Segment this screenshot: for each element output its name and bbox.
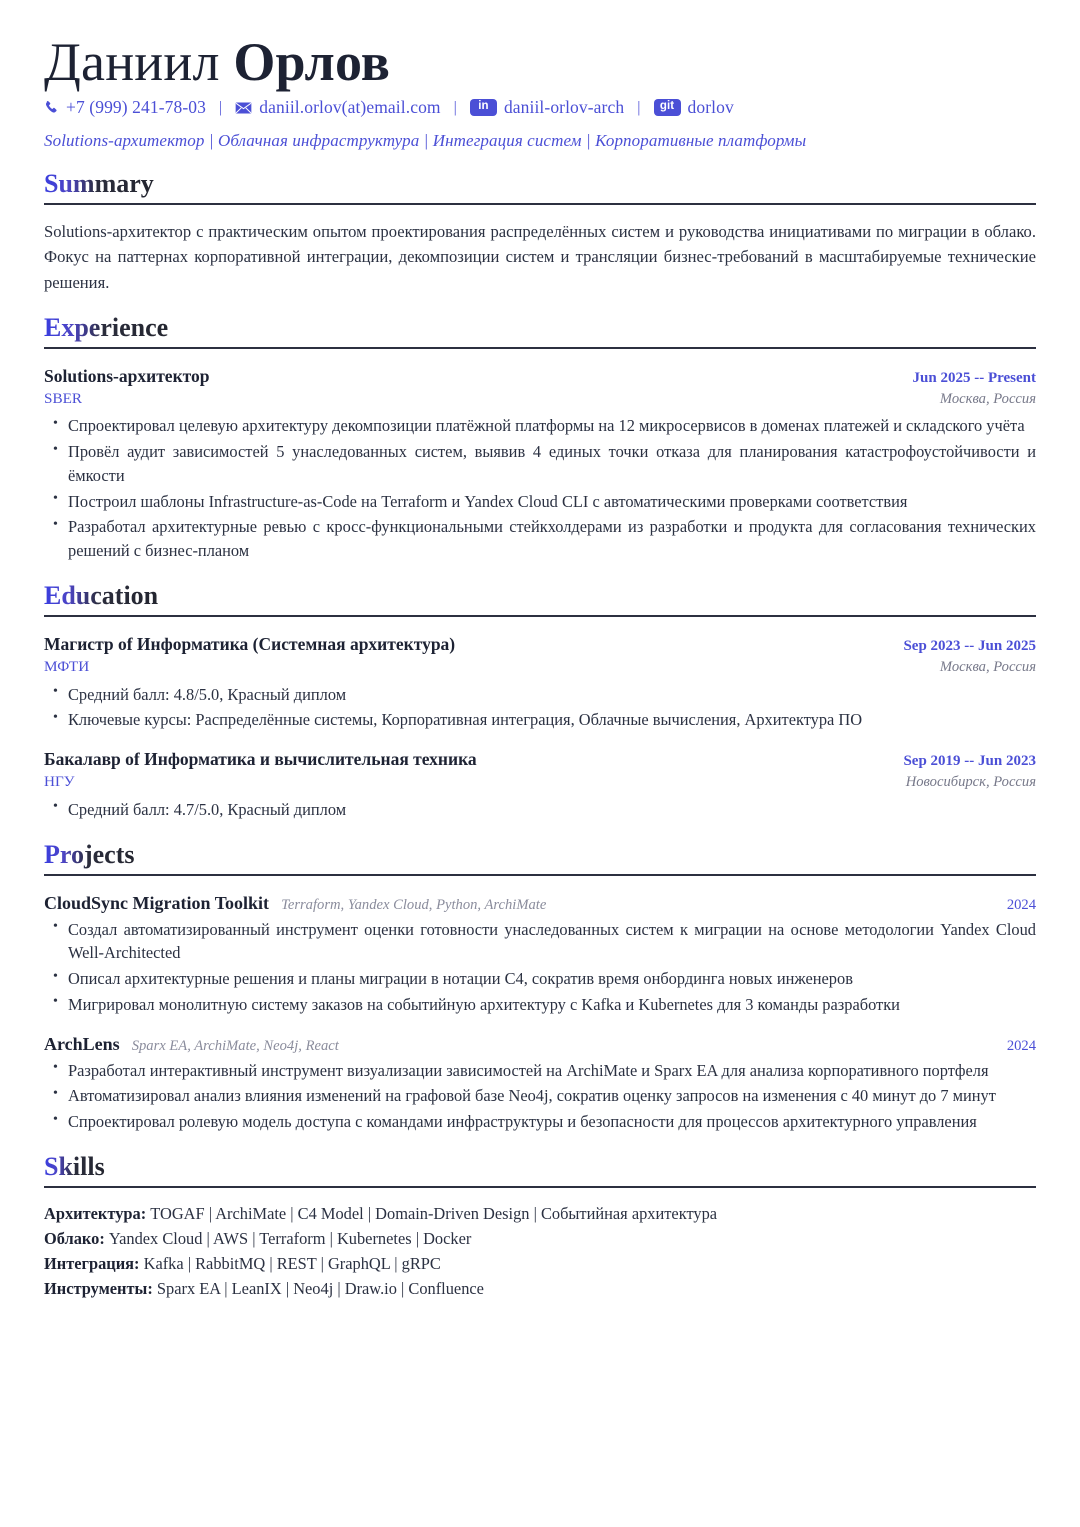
section-title-education: Education: [44, 581, 159, 611]
skill-items: Sparx EA | LeanIX | Neo4j | Draw.io | Confluence: [156, 1278, 484, 1298]
section-divider: [44, 1186, 1036, 1188]
list-item: • Разработал интерактивный инструмент визуализации зависимостей на ArchiMate и Sparx EA для анализа корпоративного портфеля: [44, 1059, 1036, 1083]
education-entry-header: [44, 749, 1036, 771]
experience-entry: [44, 366, 1036, 563]
project-bullets: [44, 1059, 1036, 1134]
first-name: Даниил: [44, 32, 220, 92]
school-name: МФТИ: [44, 657, 90, 675]
school-name: НГУ: [44, 773, 75, 791]
page-title: [44, 34, 1036, 91]
section-divider: [44, 203, 1036, 205]
job-location: Москва, Россия: [939, 390, 1036, 407]
linkedin-handle: daniil-orlov-arch: [503, 97, 625, 118]
contact-email[interactable]: [235, 97, 440, 118]
list-item: • Мигрировал монолитную систему заказов на событийную архитектуру с Kafka и Kubernetes для 3 команды разработки: [44, 993, 1036, 1017]
project-name: CloudSync Migration Toolkit: [44, 892, 270, 913]
job-bullets: [44, 414, 1036, 563]
education-entry-header: [44, 634, 1036, 656]
experience-entry-header: [44, 366, 1036, 388]
github-handle: dorlov: [687, 97, 734, 118]
education-entry: [44, 749, 1036, 821]
phone-icon: [44, 100, 59, 115]
project-stack: Terraform, Yandex Cloud, Python, ArchiMate: [281, 896, 547, 913]
project-entry-header: [44, 1034, 1036, 1055]
skill-row: [44, 1227, 1036, 1252]
email-address: daniil.orlov(at)email.com: [259, 97, 441, 118]
list-item: • Средний балл: 4.8/5.0, Красный диплом: [44, 683, 1036, 707]
school-location: Москва, Россия: [939, 658, 1036, 675]
degree-title: Магистр of Информатика (Системная архитектура): [44, 633, 456, 654]
skill-items: Kafka | RabbitMQ | REST | GraphQL | gRPC: [143, 1253, 441, 1273]
education-bullets: [44, 798, 1036, 822]
contact-separator: |: [218, 98, 223, 116]
last-name: Орлов: [233, 32, 391, 92]
contact-separator: |: [637, 98, 641, 116]
project-stack: Sparx EA, ArchiMate, Neo4j, React: [131, 1037, 339, 1054]
skill-category: Интеграция:: [44, 1253, 140, 1273]
section-summary: [44, 169, 1036, 295]
project-year: 2024: [1006, 896, 1036, 913]
resume-header: [44, 34, 1036, 151]
section-experience: [44, 313, 1036, 563]
section-title-skills: Skills: [44, 1151, 105, 1181]
skill-row: [44, 1202, 1036, 1227]
list-item: • Провёл аудит зависимостей 5 унаследованных систем, выявив 4 единых точки отказа для планирования катастрофоустойчивости и ёмкости: [44, 440, 1036, 488]
section-education: [44, 581, 1036, 822]
education-entry: [44, 634, 1036, 732]
list-item: • Описал архитектурные решения и планы миграции в нотации C4, сократив время онбординга новых инженеров: [44, 967, 1036, 991]
summary-text: Solutions-архитектор с практическим опытом проектирования распределённых систем и руководства инициативами по миграции в облако. Фокус на паттернах корпоративной интеграции, декомпозиции систем и трансляции бизнес-требований в масштабируемые технические решения.: [44, 222, 1036, 292]
project-entry: [44, 893, 1036, 1017]
list-item: • Создал автоматизированный инструмент оценки готовности унаследованных систем к миграции на основе методологии Yandex Cloud Well-Architected: [44, 918, 1036, 966]
github-icon: git: [654, 99, 681, 116]
list-item: • Спроектировал целевую архитектуру декомпозиции платёжной платформы на 12 микросервисов в доменах платежей и складского учёта: [44, 414, 1036, 438]
list-item: • Автоматизировал анализ влияния изменений на графовой базе Neo4j, сократив оценку запросов на изменения с 40 минут до 7 минут: [44, 1084, 1036, 1108]
skill-items: Yandex Cloud | AWS | Terraform | Kubernetes | Docker: [108, 1228, 472, 1248]
project-entry: [44, 1034, 1036, 1134]
job-company: SBER: [44, 389, 82, 407]
section-divider: [44, 874, 1036, 876]
section-divider: [44, 615, 1036, 617]
contact-linkedin[interactable]: [470, 97, 624, 118]
contact-github[interactable]: [654, 97, 734, 118]
skill-row: [44, 1277, 1036, 1302]
list-item: • Построил шаблоны Infrastructure-as-Code на Terraform и Yandex Cloud CLI с автоматическими проверками соответствия: [44, 490, 1036, 514]
section-skills: [44, 1152, 1036, 1302]
email-icon: [235, 102, 252, 114]
list-item: • Разработал архитектурные ревью с кросс-функциональными стейкхолдерами из разработки и продукта для согласования технических решений с бизнес-планом: [44, 515, 1036, 563]
skill-category: Архитектура:: [44, 1203, 147, 1223]
skill-items: TOGAF | ArchiMate | C4 Model | Domain-Driven Design | Событийная архитектура: [150, 1203, 718, 1223]
linkedin-icon: in: [470, 99, 497, 116]
experience-entry-subheader: [44, 388, 1036, 411]
contact-separator: |: [453, 98, 457, 116]
section-title-experience: Experience: [44, 312, 169, 342]
degree-title: Бакалавр of Информатика и вычислительная техника: [44, 749, 477, 770]
job-dates: Jun 2025 -- Present: [912, 369, 1036, 386]
job-role: Solutions-архитектор: [44, 365, 210, 386]
contact-line: [44, 97, 1036, 118]
degree-dates: Sep 2019 -- Jun 2023: [903, 753, 1036, 770]
skill-category: Облако:: [44, 1228, 105, 1248]
education-entry-subheader: [44, 656, 1036, 679]
education-bullets: [44, 683, 1036, 733]
section-divider: [44, 347, 1036, 349]
project-bullets: [44, 918, 1036, 1017]
degree-dates: Sep 2023 -- Jun 2025: [903, 637, 1036, 654]
project-title-group: [44, 1034, 339, 1055]
skills-list: [44, 1202, 1036, 1302]
section-projects: [44, 840, 1036, 1134]
contact-phone[interactable]: [44, 97, 206, 118]
list-item: • Средний балл: 4.7/5.0, Красный диплом: [44, 798, 1036, 822]
tagline: Solutions-архитектор | Облачная инфраструктура | Интеграция систем | Корпоративные платформы: [44, 131, 807, 151]
project-year: 2024: [1006, 1037, 1036, 1054]
project-title-group: [44, 893, 546, 914]
skill-category: Инструменты:: [44, 1278, 153, 1298]
phone-number: +7 (999) 241-78-03: [66, 97, 206, 118]
section-title-projects: Projects: [44, 839, 135, 869]
project-entry-header: [44, 893, 1036, 914]
skill-row: [44, 1252, 1036, 1277]
education-entry-subheader: [44, 771, 1036, 794]
list-item: • Ключевые курсы: Распределённые системы, Корпоративная интеграция, Облачные вычисления, Архитектура ПО: [44, 708, 1036, 732]
list-item: • Спроектировал ролевую модель доступа с командами инфраструктуры и безопасности для процессов архитектурного управления: [44, 1110, 1036, 1134]
school-location: Новосибирск, Россия: [905, 774, 1036, 791]
project-name: ArchLens: [44, 1033, 120, 1054]
section-title-summary: Summary: [44, 169, 154, 199]
